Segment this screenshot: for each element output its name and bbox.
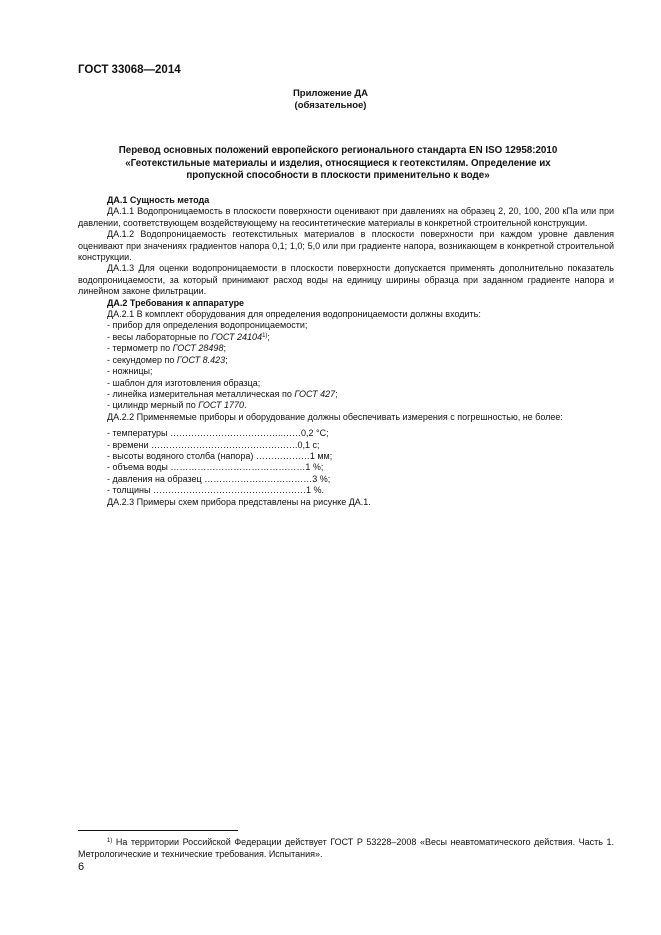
section-heading-2: ДА.2 Требования к аппаратуре bbox=[107, 297, 245, 308]
standard-reference: ГОСТ 24104 bbox=[211, 331, 263, 342]
accuracy-item: - толщины ……………………………………………1 %. bbox=[107, 485, 324, 496]
standard-header: ГОСТ 33068—2014 bbox=[78, 64, 181, 76]
footnote bbox=[78, 836, 614, 860]
standard-reference: ГОСТ 28498 bbox=[172, 343, 224, 354]
annex-status: (обязательное) bbox=[294, 100, 367, 111]
paragraph-1-1: ДА.1.1 Водопроницаемость в плоскости поверхности оценивают при давлениях на образец 2, 20, 100, 200 кПа или при давлении, соответствующем воздействующему на геосинтетические материалы в конкретной строительной конструкции. bbox=[78, 206, 614, 228]
list-item: - ножницы; bbox=[107, 366, 153, 377]
footnote-separator bbox=[78, 830, 238, 831]
accuracy-item: - времени ………………………………………….0,1 с; bbox=[107, 439, 320, 450]
paragraph-1-3: ДА.1.3 Для оценки водопроницаемости в плоскости поверхности допускается применять дополнительно показатель водопроницаемости, за который принимают расход воды на единицу ширины образца при заданном градиенте напора и линейном законе фильтрации. bbox=[78, 263, 614, 297]
annex-title: Приложение ДА bbox=[292, 88, 369, 99]
annex-heading bbox=[0, 88, 661, 112]
footnote-text: На территории Российской Федерации действует ГОСТ Р 53228–2008 «Весы неавтоматического действия. Часть 1. Метрологические и технические требования. Испытания». bbox=[78, 837, 614, 859]
list-item: - шаблон для изготовления образца; bbox=[107, 377, 261, 388]
standard-reference: ГОСТ 8.423 bbox=[176, 354, 226, 365]
list-item: - линейка измерительная металлическая по ГОСТ 427; bbox=[107, 388, 338, 399]
title-line-2: «Геотекстильные материалы и изделия, относящиеся к геотекстилям. Определение их bbox=[125, 157, 551, 169]
accuracy-item: - высоты водяного столба (напора) ………………1 мм; bbox=[107, 450, 333, 461]
title-line-3: пропускной способности в плоскости применительно к воде» bbox=[186, 170, 490, 181]
list-item: - прибор для определения водопроницаемости; bbox=[107, 320, 308, 331]
page-number: 6 bbox=[78, 861, 85, 873]
paragraph-2-1: ДА.2.1 В комплект оборудования для определения водопроницаемости должны входить: bbox=[107, 309, 481, 320]
footnote-mark: 1) bbox=[107, 838, 113, 844]
paragraph-1-2: ДА.1.2 Водопроницаемость геотекстильных материалов в плоскости поверхности при каждом уровне давления оценивают при значениях градиентов напора 0,1; 1,0; 5,0 или при градиенте напора, возникающем в конкретной строительной конструкции. bbox=[78, 229, 614, 263]
accuracy-item: - давления на образец ………………………………3 %; bbox=[107, 473, 331, 484]
list-item: - секундомер по ГОСТ 8.423; bbox=[107, 354, 228, 365]
document-body bbox=[78, 195, 614, 508]
document-title bbox=[78, 145, 598, 183]
list-item: - весы лабораторные по ГОСТ 24104$^{1)}$; bbox=[107, 331, 270, 342]
paragraph-2-2: ДА.2.2 Применяемые приборы и оборудование должны обеспечивать измерения с погрешностью, не более: bbox=[107, 411, 563, 422]
list-item: - цилиндр мерный по ГОСТ 1770. bbox=[107, 400, 247, 411]
title-line-1: Перевод основных положений европейского регионального стандарта EN ISO 12958:2010 bbox=[118, 145, 558, 156]
standard-reference: ГОСТ 1770 bbox=[198, 400, 245, 411]
accuracy-item: - объема воды ………………………………………1 %; bbox=[107, 462, 324, 473]
standard-reference: ГОСТ 427 bbox=[294, 388, 336, 399]
section-heading-1: ДА.1 Сущность метода bbox=[107, 195, 210, 205]
list-item: - термометр по ГОСТ 28498; bbox=[107, 343, 226, 354]
accuracy-item: - температуры ………………………………..……0,2 °С; bbox=[107, 428, 329, 439]
footnote-marker: 1) bbox=[262, 332, 268, 339]
paragraph-2-3: ДА.2.3 Примеры схем прибора представлены на рисунке ДА.1. bbox=[107, 496, 371, 507]
